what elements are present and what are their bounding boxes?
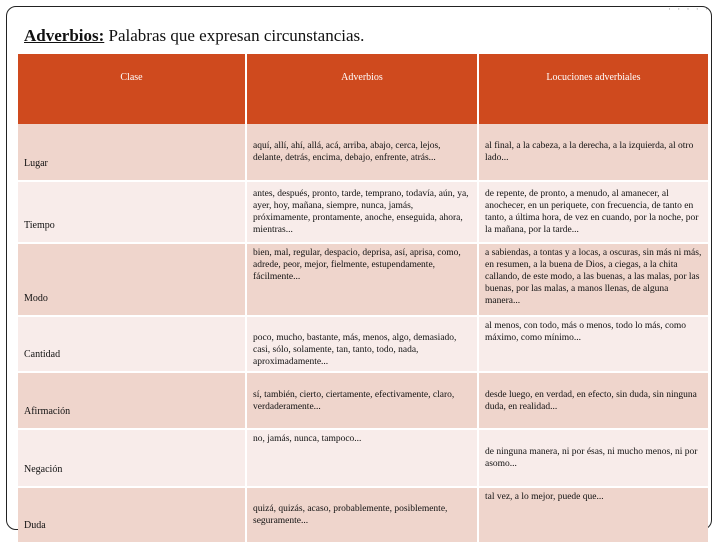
table-row-lugar bbox=[18, 124, 708, 181]
title-term: Adverbios: bbox=[24, 26, 105, 45]
cell-adverbios: sí, también, cierto, ciertamente, efectivamente, claro, verdaderamente... bbox=[246, 372, 478, 429]
adverbs-table bbox=[18, 54, 708, 544]
table-row-cantidad bbox=[18, 316, 708, 372]
cell-clase: Cantidad bbox=[18, 316, 246, 372]
cell-locuciones: de repente, de pronto, a menudo, al amanecer, al anochecer, en un periquete, con frecuencia, de tanto en tanto, a última hora, de vez en cuando, por la noche, por la mañana, por la tarde... bbox=[478, 181, 708, 243]
header-clase: Clase bbox=[18, 54, 246, 124]
cell-adverbios: bien, mal, regular, despacio, deprisa, así, aprisa, como, adrede, peor, mejor, fielmente, estupendamente, fácilmente... bbox=[246, 243, 478, 316]
table-row-tiempo bbox=[18, 181, 708, 243]
cell-locuciones: tal vez, a lo mejor, puede que... bbox=[478, 487, 708, 543]
header-adverbios: Adverbios bbox=[246, 54, 478, 124]
cell-clase: Duda bbox=[18, 487, 246, 543]
cell-clase: Lugar bbox=[18, 124, 246, 181]
cell-locuciones: al menos, con todo, más o menos, todo lo más, como máximo, como mínimo... bbox=[478, 316, 708, 372]
cell-adverbios: aquí, allí, ahí, allá, acá, arriba, abajo, cerca, lejos, delante, detrás, encima, debajo, enfrente, atrás... bbox=[246, 124, 478, 181]
cell-clase: Negación bbox=[18, 429, 246, 487]
cell-clase: Modo bbox=[18, 243, 246, 316]
cell-locuciones: de ninguna manera, ni por ésas, ni mucho menos, ni por asomo... bbox=[478, 429, 708, 487]
table-row-duda bbox=[18, 487, 708, 543]
header-locuciones: Locuciones adverbiales bbox=[478, 54, 708, 124]
slide-corner-dots: · · · · · bbox=[668, 4, 710, 14]
cell-locuciones: a sabiendas, a tontas y a locas, a oscuras, sin más ni más, en resumen, a la buena de Dios, a ciegas, a la chita callando, de este modo, a las buenas, a las malas, por las buenas, por las malas, a manos llenas, de alguna manera... bbox=[478, 243, 708, 316]
cell-clase: Tiempo bbox=[18, 181, 246, 243]
cell-adverbios: no, jamás, nunca, tampoco... bbox=[246, 429, 478, 487]
cell-locuciones: al final, a la cabeza, a la derecha, a la izquierda, al otro lado... bbox=[478, 124, 708, 181]
title-description: Palabras que expresan circunstancias. bbox=[104, 26, 365, 45]
cell-locuciones: desde luego, en verdad, en efecto, sin duda, sin ninguna duda, en realidad... bbox=[478, 372, 708, 429]
page-title bbox=[24, 26, 364, 46]
cell-clase: Afirmación bbox=[18, 372, 246, 429]
table-row-negacion bbox=[18, 429, 708, 487]
cell-adverbios: quizá, quizás, acaso, probablemente, posiblemente, seguramente... bbox=[246, 487, 478, 543]
table-header-row bbox=[18, 54, 708, 124]
table-row-modo bbox=[18, 243, 708, 316]
cell-adverbios: antes, después, pronto, tarde, temprano, todavía, aún, ya, ayer, hoy, mañana, siempre, nunca, jamás, próximamente, prontamente, anoche, enseguida, ahora, mientras... bbox=[246, 181, 478, 243]
table-row-afirmacion bbox=[18, 372, 708, 429]
cell-adverbios: poco, mucho, bastante, más, menos, algo, demasiado, casi, sólo, solamente, tan, tanto, todo, nada, aproximadamente... bbox=[246, 316, 478, 372]
